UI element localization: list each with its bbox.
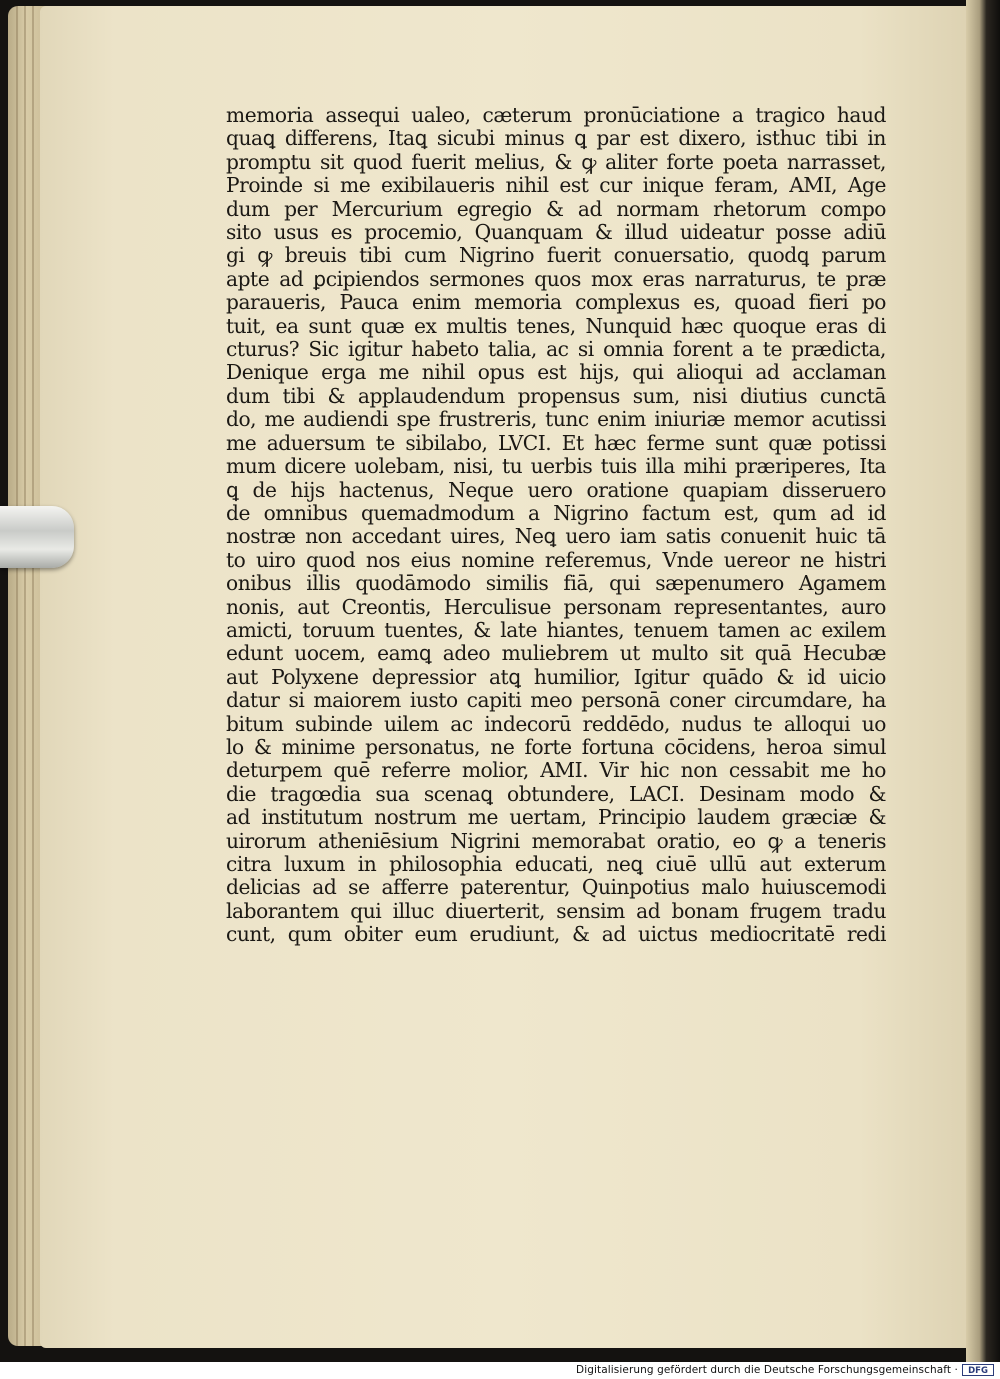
text-line: Proinde si me exibilaueris nihil est cur inique feram, AMI, Age	[226, 173, 886, 198]
text-line: onibus illis quodāmodo similis fiā, qui sæpenumero Agamem	[226, 571, 886, 596]
text-line: aut Polyxene depressior atꝗ humilior, Igitur quādo & id uicio	[226, 664, 886, 689]
text-line: cunt, qum obiter eum erudiunt, & ad uictus mediocritatē redi	[226, 922, 886, 947]
text-line: to uiro quod nos eius nomine referemus, Vnde uereor ne histri	[226, 547, 886, 572]
footer-bar	[0, 1362, 1000, 1379]
page-clip	[0, 506, 74, 568]
text-line: promptu sit quod fuerit melius, & ꝙ aliter forte poeta narrasset,	[226, 149, 886, 174]
text-line: amicti, toruum tuentes, & late hiantes, tenuem tamen ac exilem	[226, 617, 886, 642]
text-line: lo & minime personatus, ne forte fortuna cōcidens, heroa simul	[226, 734, 886, 759]
book-gutter	[966, 0, 1000, 1362]
text-line: memoria assequi ualeo, cæterum pronūciatione a tragico haud	[226, 103, 886, 127]
text-line: die tragœdia sua scenaꝗ obtundere, LACI. Desinam modo &	[226, 781, 886, 806]
text-line: me aduersum te sibilabo, LVCI. Et hæc ferme sunt quæ potissi	[226, 430, 886, 455]
text-line: laborantem qui illuc diuerterit, sensim ad bonam frugem tradu	[226, 898, 886, 923]
text-line: Denique erga me nihil opus est hijs, qui alioqui ad acclaman	[226, 360, 886, 385]
text-line: quaꝗ differens, Itaꝗ sicubi minus ꝗ par est dixero, isthuc tibi in	[226, 126, 886, 151]
text-line: edunt uocem, eamꝗ adeo muliebrem ut multo sit quā Hecubæ	[226, 641, 886, 666]
text-line: deturpem quē referre molior, AMI. Vir hic non cessabit me ho	[226, 758, 886, 783]
text-line: citra luxum in philosophia educati, neꝗ ciuē ullū aut exterum	[226, 852, 886, 876]
text-line: ad institutum nostrum me uertam, Principio laudem græciæ &	[226, 805, 886, 830]
text-line: apte ad ꝑcipiendos sermones quos mox eras narraturus, te præ	[226, 266, 886, 291]
text-line: datur si maiorem iusto capiti meo personā coner circumdare, ha	[226, 688, 886, 713]
text-line: sito usus es procemio, Quanquam & illud uideatur posse adiū	[226, 220, 886, 245]
text-line: tuit, ea sunt quæ ex multis tenes, Nunquid hæc quoque eras di	[226, 313, 886, 338]
text-line: nonis, aut Creontis, Herculisue personam representantes, auro	[226, 594, 886, 619]
text-line: nostræ non accedant uires, Neꝗ uero iam satis conuenit huic tā	[226, 524, 886, 549]
text-line: bitum subinde uilem ac indecorū reddēdo, nudus te alloqui uo	[226, 711, 886, 736]
text-line: dum per Mercurium egregio & ad normam rhetorum compo	[226, 196, 886, 221]
text-line: uirorum atheniēsium Nigrini memorabat oratio, eo ꝙ a teneris	[226, 828, 886, 853]
funding-credit: Digitalisierung gefördert durch die Deutsche Forschungsgemeinschaft ·	[576, 1364, 958, 1376]
text-line: mum dicere uolebam, nisi, tu uerbis tuis illa mihi præriperes, Ita	[226, 454, 886, 479]
text-line: paraueris, Pauca enim memoria complexus es, quoad fieri po	[226, 290, 886, 315]
text-line: gi ꝙ breuis tibi cum Nigrino fuerit conuersatio, quodꝗ parum	[226, 243, 886, 268]
text-line: dum tibi & applaudendum propensus sum, nisi diutius cunctā	[226, 383, 886, 408]
text-line: cturus? Sic igitur habeto talia, ac si omnia forent a te prædicta,	[226, 337, 886, 362]
dfg-logo: DFG	[962, 1364, 994, 1376]
text-line: de omnibus quemadmodum a Nigrino factum est, qum ad id	[226, 500, 886, 525]
text-line: do, me audiendi spe frustreris, tunc enim iniuriæ memor acutissi	[226, 407, 886, 432]
body-text	[226, 104, 886, 947]
text-line: delicias ad se afferre paterentur, Quinpotius malo huiuscemodi	[226, 875, 886, 900]
text-line: ꝗ de hijs hactenus, Neque uero oratione quapiam disseruero	[226, 477, 886, 502]
